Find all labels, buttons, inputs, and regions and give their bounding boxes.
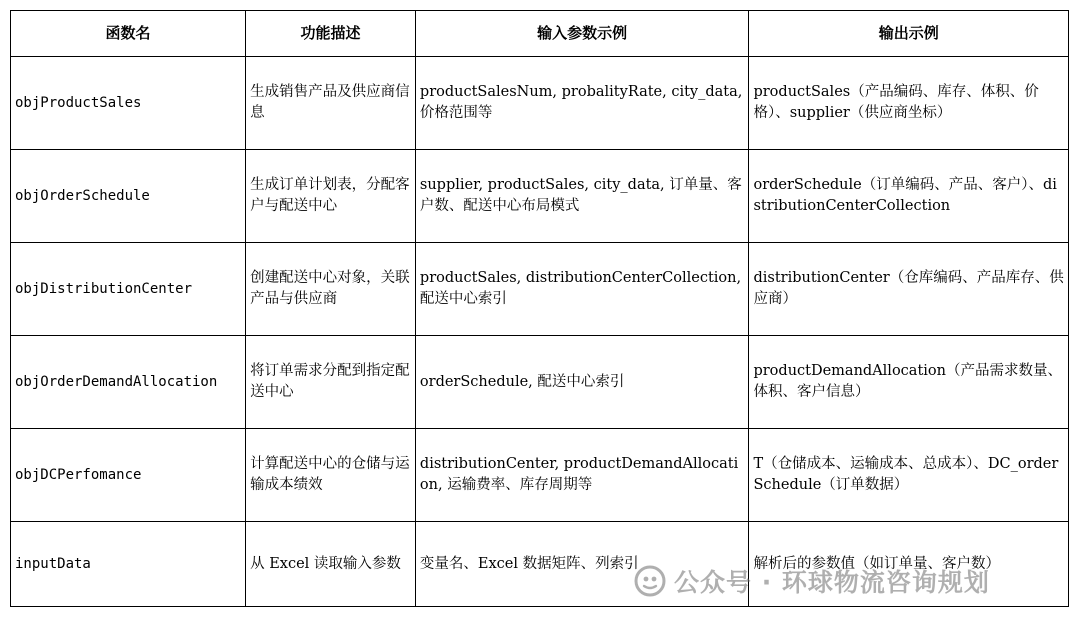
cell-output-example: orderSchedule（订单编码、产品、客户）、distributionCenterCollection	[749, 150, 1069, 243]
cell-output-example: 解析后的参数值（如订单量、客户数）	[749, 522, 1069, 607]
table-row	[11, 150, 1069, 243]
cell-description: 将订单需求分配到指定配送中心	[246, 336, 416, 429]
function-table	[10, 10, 1069, 607]
cell-input-example: orderSchedule, 配送中心索引	[415, 336, 749, 429]
table-header-row	[11, 11, 1069, 57]
cell-description: 从 Excel 读取输入参数	[246, 522, 416, 607]
cell-function-name: objOrderDemandAllocation	[11, 336, 246, 429]
cell-output-example: productDemandAllocation（产品需求数量、体积、客户信息）	[749, 336, 1069, 429]
cell-function-name: objProductSales	[11, 57, 246, 150]
cell-function-name: objOrderSchedule	[11, 150, 246, 243]
cell-output-example: T（仓储成本、运输成本、总成本）、DC_orderSchedule（订单数据）	[749, 429, 1069, 522]
cell-description: 生成订单计划表，分配客户与配送中心	[246, 150, 416, 243]
cell-function-name: objDistributionCenter	[11, 243, 246, 336]
table-row	[11, 57, 1069, 150]
header-input-example: 输入参数示例	[415, 11, 749, 57]
table-row	[11, 522, 1069, 607]
cell-description: 计算配送中心的仓储与运输成本绩效	[246, 429, 416, 522]
cell-description: 创建配送中心对象，关联产品与供应商	[246, 243, 416, 336]
cell-input-example: distributionCenter, productDemandAllocation, 运输费率、库存周期等	[415, 429, 749, 522]
header-description: 功能描述	[246, 11, 416, 57]
cell-function-name: objDCPerfomance	[11, 429, 246, 522]
cell-input-example: 变量名、Excel 数据矩阵、列索引	[415, 522, 749, 607]
cell-output-example: productSales（产品编码、库存、体积、价格）、supplier（供应商坐标）	[749, 57, 1069, 150]
header-function-name: 函数名	[11, 11, 246, 57]
table-row	[11, 243, 1069, 336]
table-row	[11, 429, 1069, 522]
table-row	[11, 336, 1069, 429]
watermark-text: 公众号 · 环球物流咨询规划	[674, 568, 990, 597]
cell-function-name: inputData	[11, 522, 246, 607]
cell-output-example: distributionCenter（仓库编码、产品库存、供应商）	[749, 243, 1069, 336]
cell-input-example: supplier, productSales, city_data, 订单量、客户数、配送中心布局模式	[415, 150, 749, 243]
cell-input-example: productSalesNum, probalityRate, city_data, 价格范围等	[415, 57, 749, 150]
header-output-example: 输出示例	[749, 11, 1069, 57]
function-table-container	[10, 10, 1069, 607]
cell-input-example: productSales, distributionCenterCollection, 配送中心索引	[415, 243, 749, 336]
cell-description: 生成销售产品及供应商信息	[246, 57, 416, 150]
